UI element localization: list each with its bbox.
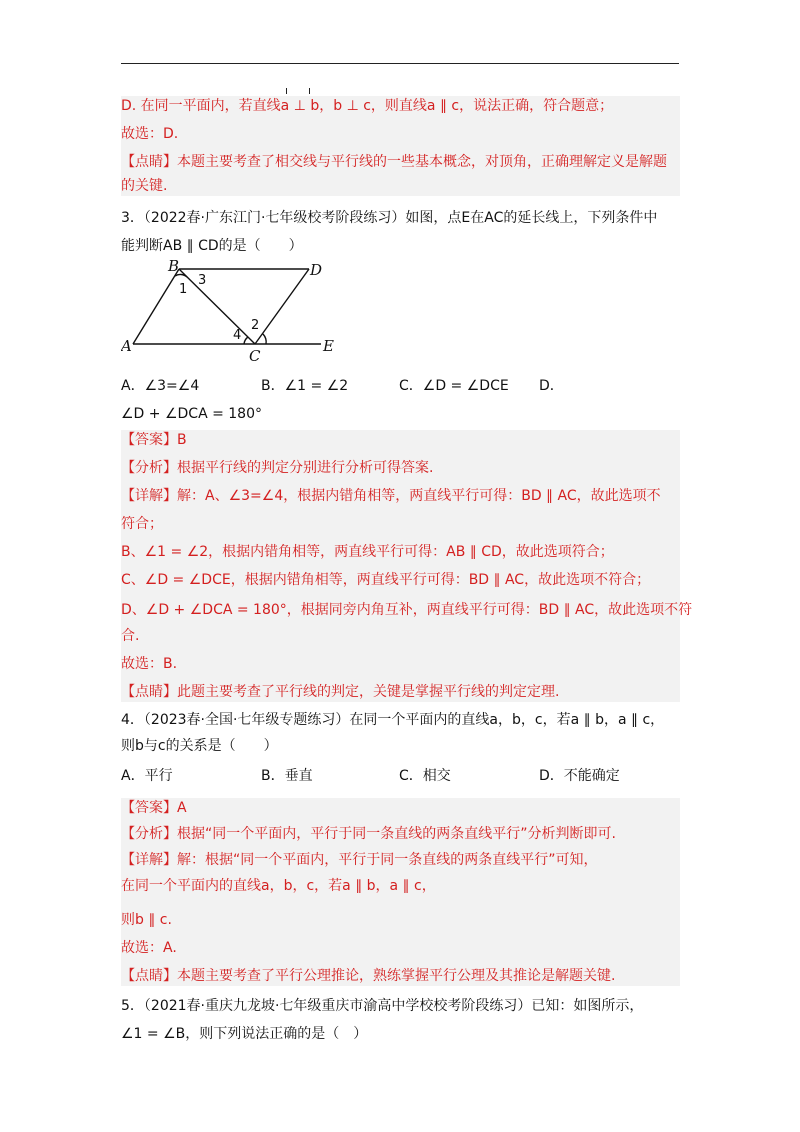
label-a: A — [121, 337, 132, 355]
q3-stem-line1: 3．（2022春·广东江门·七年级校考阶段练习）如图，点E在AC的延长线上，下列条件中 — [121, 210, 658, 226]
q3-detail-line3: B、∠1 = ∠2，根据内错角相等，两直线平行可得：AB ∥ CD，故此选项符合； — [121, 544, 614, 560]
line-cd — [255, 269, 309, 344]
q3-options — [121, 376, 680, 396]
document-page — [121, 96, 693, 1044]
q4-choose: 故选：A. — [121, 940, 177, 956]
q4-stem-line1: 4．（2023春·全国·七年级专题练习）在同一个平面内的直线a，b，c，若a ∥ b，a ∥ c， — [121, 712, 665, 728]
angle-2-arc — [263, 334, 266, 344]
q3-detail-line1: 【详解】解：A、∠3=∠4，根据内错角相等，两直线平行可得：BD ∥ AC，故此选项不 — [121, 488, 661, 504]
stray-mark — [309, 88, 310, 94]
header-rule — [121, 63, 679, 64]
label-angle-2: 2 — [251, 318, 260, 333]
label-angle-3: 3 — [198, 273, 207, 288]
q2-comment-line1: 【点睛】本题主要考查了相交线与平行线的一些基本概念，对顶角，正确理解定义是解题 — [121, 154, 667, 170]
q2-option-d-explanation: D. 在同一平面内，若直线a ⊥ b，b ⊥ c，则直线a ∥ c，说法正确，符合题意； — [121, 96, 680, 116]
q4-stem-line2: 则b与c的关系是（ ） — [121, 738, 278, 754]
q3-figure — [121, 260, 680, 372]
q3-option-d-content: ∠D + ∠DCA = 180° — [121, 406, 262, 422]
q4-solution — [121, 798, 680, 986]
q4-comment: 【点睛】本题主要考查了平行公理推论，熟练掌握平行公理及其推论是解题关键. — [121, 968, 616, 984]
q4-detail-line3: 则b ∥ c. — [121, 912, 172, 928]
label-angle-1: 1 — [179, 282, 188, 297]
q3-analysis: 【分析】根据平行线的判定分别进行分析可得答案. — [121, 460, 434, 476]
stray-mark — [286, 88, 287, 94]
label-e: E — [323, 337, 334, 355]
q2-comment-line2: 的关键. — [121, 178, 168, 194]
q3-option-c: C．∠D = ∠DCE — [399, 378, 509, 394]
q3-stem-line2: 能判断AB ∥ CD的是（ ） — [121, 238, 303, 254]
q4-detail-line1: 【详解】解：根据“同一个平面内，平行于同一条直线的两条直线平行”可知， — [121, 852, 598, 868]
q4-option-d: D．不能确定 — [539, 768, 620, 784]
q4-analysis: 【分析】根据“同一个平面内，平行于同一条直线的两条直线平行”分析判断即可. — [121, 826, 616, 842]
q4-option-a: A．平行 — [121, 768, 173, 784]
label-d: D — [310, 261, 323, 279]
q3-detail-line5: D、∠D + ∠DCA = 180°，根据同旁内角互补，两直线平行可得：BD ∥ AC，故此选项不符 — [121, 602, 693, 618]
q3-option-a: A．∠3=∠4 — [121, 378, 200, 394]
q4-option-c: C．相交 — [399, 768, 451, 784]
q4-options — [121, 766, 680, 786]
line-ab — [133, 269, 179, 344]
parallelogram-diagram — [121, 260, 361, 372]
q3-choose: 故选：B. — [121, 656, 178, 672]
q3-option-d: D． — [539, 378, 564, 394]
q5-stem-line1: 5．（2021春·重庆九龙坡·七年级重庆市渝高中学校校考阶段练习）已知：如图所示， — [121, 998, 644, 1014]
q3-detail-line6: 合. — [121, 628, 140, 644]
angle-4-arc — [244, 337, 248, 344]
q4-detail-line2: 在同一个平面内的直线a，b，c，若a ∥ b，a ∥ c， — [121, 878, 436, 894]
q4-option-b: B．垂直 — [261, 768, 313, 784]
q2-choose: 故选：D. — [121, 126, 179, 142]
q2-solution-tail — [121, 96, 680, 196]
q3-option-b: B．∠1 = ∠2 — [261, 378, 349, 394]
q4-answer: 【答案】A — [121, 800, 187, 816]
q3-comment: 【点睛】此题主要考查了平行线的判定，关键是掌握平行线的判定定理. — [121, 684, 560, 700]
q3-detail-line2: 符合； — [121, 516, 163, 532]
label-c: C — [249, 347, 261, 365]
q3-answer: 【答案】B — [121, 432, 187, 448]
label-angle-4: 4 — [233, 328, 242, 343]
line-bc — [179, 269, 255, 344]
q3-solution — [121, 430, 693, 702]
q3-detail-line4: C、∠D = ∠DCE，根据内错角相等，两直线平行可得：BD ∥ AC，故此选项不符合； — [121, 572, 651, 588]
label-b: B — [168, 260, 180, 275]
q5-stem-line2: ∠1 = ∠B，则下列说法正确的是（ ） — [121, 1026, 368, 1042]
